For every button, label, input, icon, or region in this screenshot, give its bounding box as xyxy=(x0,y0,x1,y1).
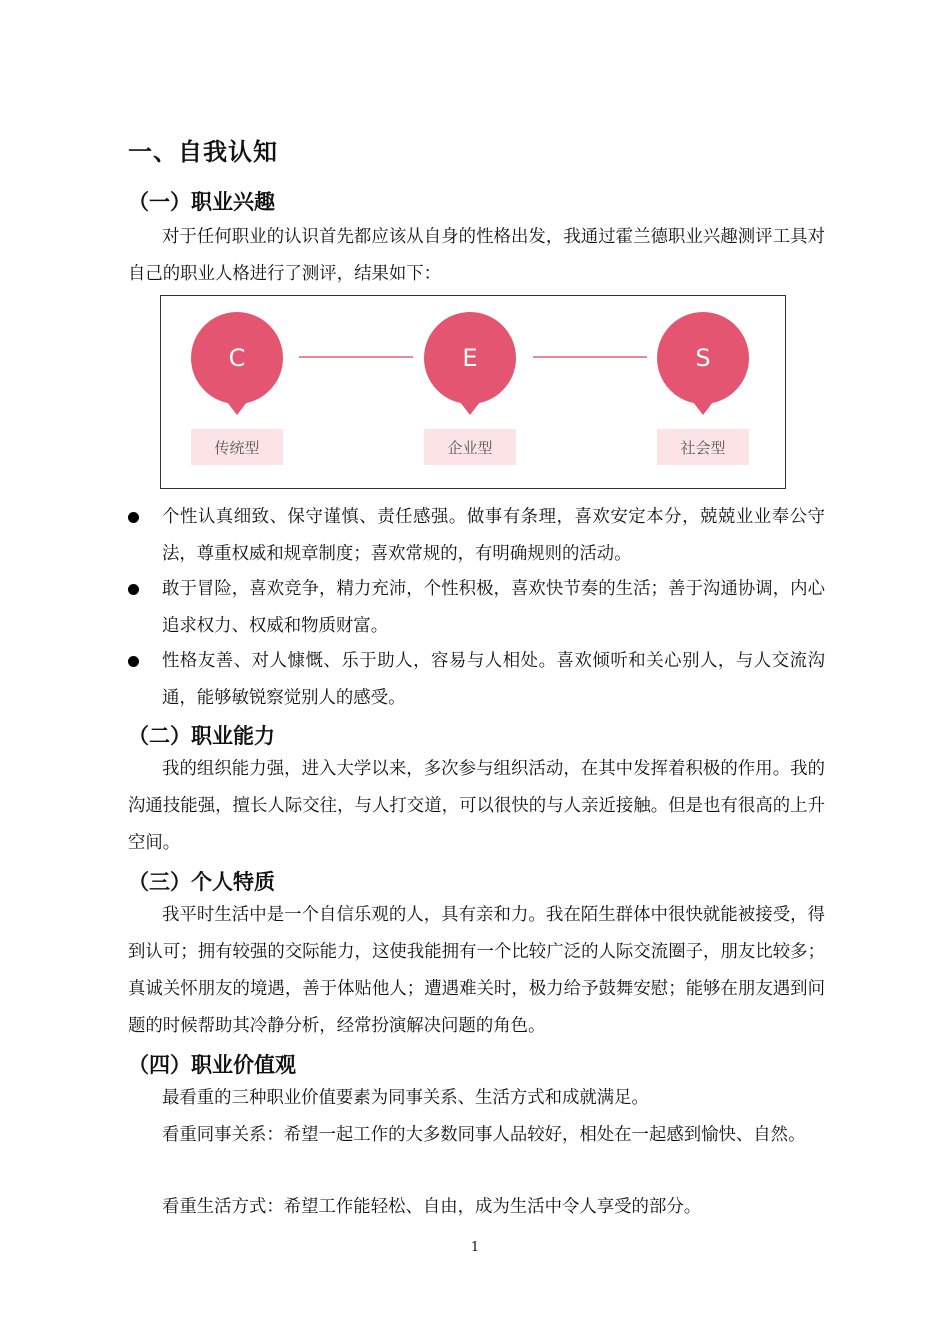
pointer-icon xyxy=(693,402,713,415)
holland-code-diagram xyxy=(160,295,786,489)
node-circle: S xyxy=(657,312,749,404)
values-paragraph-2: 看重同事关系：希望一起工作的大多数同事人品较好，相处在一起感到愉快、自然。 xyxy=(162,1125,806,1145)
section-heading-interest: （一）职业兴趣 xyxy=(128,190,275,214)
node-circle: E xyxy=(424,312,516,404)
bullet-text: 敢于冒险，喜欢竞争，精力充沛，个性积极，喜欢快节奏的生活；善于沟通协调，内心追求权力、权威和物质财富。 xyxy=(162,579,825,636)
bullet-item xyxy=(128,499,825,573)
diagram-node-e xyxy=(424,312,516,457)
ability-paragraph: 我的组织能力强，进入大学以来，多次参与组织活动，在其中发挥着积极的作用。我的沟通技能强，擅长人际交往，与人打交道，可以很快的与人亲近接触。但是也有很高的上升空间。 xyxy=(128,759,825,853)
node-label: 企业型 xyxy=(424,429,516,465)
page-number: 1 xyxy=(470,1240,480,1255)
node-label: 传统型 xyxy=(191,429,283,465)
diagram-node-s xyxy=(657,312,749,457)
main-heading: 一、自我认知 xyxy=(128,138,278,166)
bullet-icon xyxy=(128,584,139,595)
connector-line xyxy=(533,356,647,358)
section-heading-traits: （三）个人特质 xyxy=(128,870,275,894)
node-label: 社会型 xyxy=(657,429,749,465)
traits-paragraph: 我平时生活中是一个自信乐观的人，具有亲和力。我在陌生群体中很快就能被接受，得到认可；拥有较强的交际能力，这使我能拥有一个比较广泛的人际交流圈子，朋友比较多；真诚关怀朋友的境遇，善于体贴他人；遭遇难关时，极力给予鼓舞安慰；能够在朋友遇到问题的时候帮助其冷静分析，经常扮演解决问题的角色。 xyxy=(128,905,825,1036)
bullet-icon xyxy=(128,656,139,667)
diagram-node-c xyxy=(191,312,283,457)
values-paragraph-3: 看重生活方式：希望工作能轻松、自由，成为生活中令人享受的部分。 xyxy=(162,1197,702,1217)
section-heading-values: （四）职业价值观 xyxy=(128,1053,296,1077)
bullet-icon xyxy=(128,512,139,523)
bullet-item xyxy=(128,643,825,717)
bullet-text: 性格友善、对人慷慨、乐于助人，容易与人相处。喜欢倾听和关心别人，与人交流沟通，能够敏锐察觉别人的感受。 xyxy=(162,651,825,708)
node-circle: C xyxy=(191,312,283,404)
bullet-item xyxy=(128,571,825,645)
section-heading-ability: （二）职业能力 xyxy=(128,724,275,748)
pointer-icon xyxy=(460,402,480,415)
values-paragraph-1: 最看重的三种职业价值要素为同事关系、生活方式和成就满足。 xyxy=(162,1088,649,1108)
interest-intro-paragraph: 对于任何职业的认识首先都应该从自身的性格出发，我通过霍兰德职业兴趣测评工具对自己的职业人格进行了测评，结果如下： xyxy=(128,227,825,284)
bullet-text: 个性认真细致、保守谨慎、责任感强。做事有条理，喜欢安定本分，兢兢业业奉公守法，尊重权威和规章制度；喜欢常规的，有明确规则的活动。 xyxy=(162,507,825,564)
connector-line xyxy=(299,356,413,358)
pointer-icon xyxy=(227,402,247,415)
